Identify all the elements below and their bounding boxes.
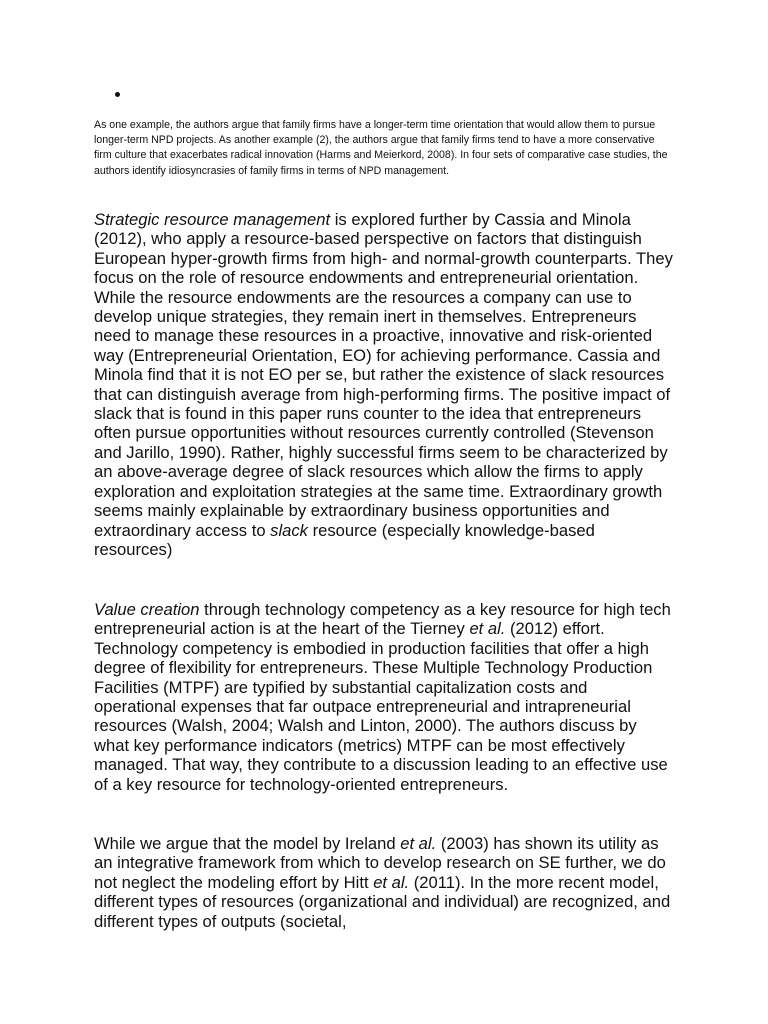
p1-italic-b: slack bbox=[270, 520, 308, 540]
p3-text-e: (2011). In the more recent model, different types of resources (organizational and individual) are recognized, and different types of outputs (societal, bbox=[94, 872, 671, 931]
value-creation-paragraph bbox=[94, 600, 674, 794]
p1-text-a: is explored further by Cassia and Minola (2012), who apply a resource-based perspective on factors that distinguish European hyper-growth firms from high- and normal-growth counterparts. They focus on the role of resource endowments and entrepreneurial orientation. While the resource endowments are the resources a company can use to develop unique strategies, they remain inert in themselves. Entrepreneurs need to manage these resources in a proactive, innovative and risk-oriented way (Entrepreneurial Orientation, EO) for achieving performance. Cassia and Minola find that it is not EO per se, but rather the existence of slack resources that can distinguish average from high-performing firms. The positive impact of slack that is found in this paper runs counter to the idea that entrepreneurs often pursue opportunities without resources currently controlled (Stevenson and Jarillo, 1990). Rather, highly successful firms seem to be characterized by an above-average degree of slack resources which allow the firms to apply exploration and exploitation strategies at the same time. Extraordinary growth seems mainly explainable by extraordinary business opportunities and extraordinary access to bbox=[94, 210, 673, 540]
p3-italic-d: et al. bbox=[373, 872, 410, 892]
p3-text-a: While we argue that the model by Ireland bbox=[94, 834, 401, 853]
p2-lead-italic: Value creation bbox=[94, 600, 200, 619]
model-paragraph bbox=[94, 834, 674, 931]
p2-text-c: (2012) effort. Technology competency is embodied in production facilities that offer a high degree of flexibility for entrepreneurs. These Multiple Technology Production Facilities (MTPF) are typified by substantial capitalization costs and operational expenses that far outpace entrepreneurial and intrapreneurial resources (Walsh, 2004; Walsh and Linton, 2000). The authors discuss by what key performance indicators (metrics) MTPF can be most effectively managed. That way, they contribute to a discussion leading to an effective use of a key resource for technology-oriented entrepreneurs. bbox=[94, 619, 668, 794]
p2-text-a: through technology competency as a key resource for high tech entrepreneurial action is at the heart of the Tierney bbox=[94, 600, 671, 639]
strategic-resource-paragraph bbox=[94, 210, 674, 559]
p3-text-c: (2003) has shown its utility as an integrative framework from which to develop research on SE further, we do not neglect the modeling effort by Hitt bbox=[94, 834, 666, 892]
p1-text-c: resource (especially knowledge-based resources) bbox=[94, 520, 595, 559]
p2-italic-b: et al. bbox=[469, 619, 506, 639]
p1-lead-italic: Strategic resource management bbox=[94, 210, 331, 229]
bullet-point bbox=[115, 92, 120, 97]
p3-italic-b: et al. bbox=[400, 834, 437, 853]
intro-paragraph: As one example, the authors argue that family firms have a longer-term time orientation that would allow them to pursue longer-term NPD projects. As another example (2), the authors argue that family firms tend to have a more conservative firm culture that exacerbates radical innovation (Harms and Meierkord, 2008). In four sets of comparative case studies, the authors identify idiosyncrasies of family firms in terms of NPD management. bbox=[94, 119, 668, 177]
